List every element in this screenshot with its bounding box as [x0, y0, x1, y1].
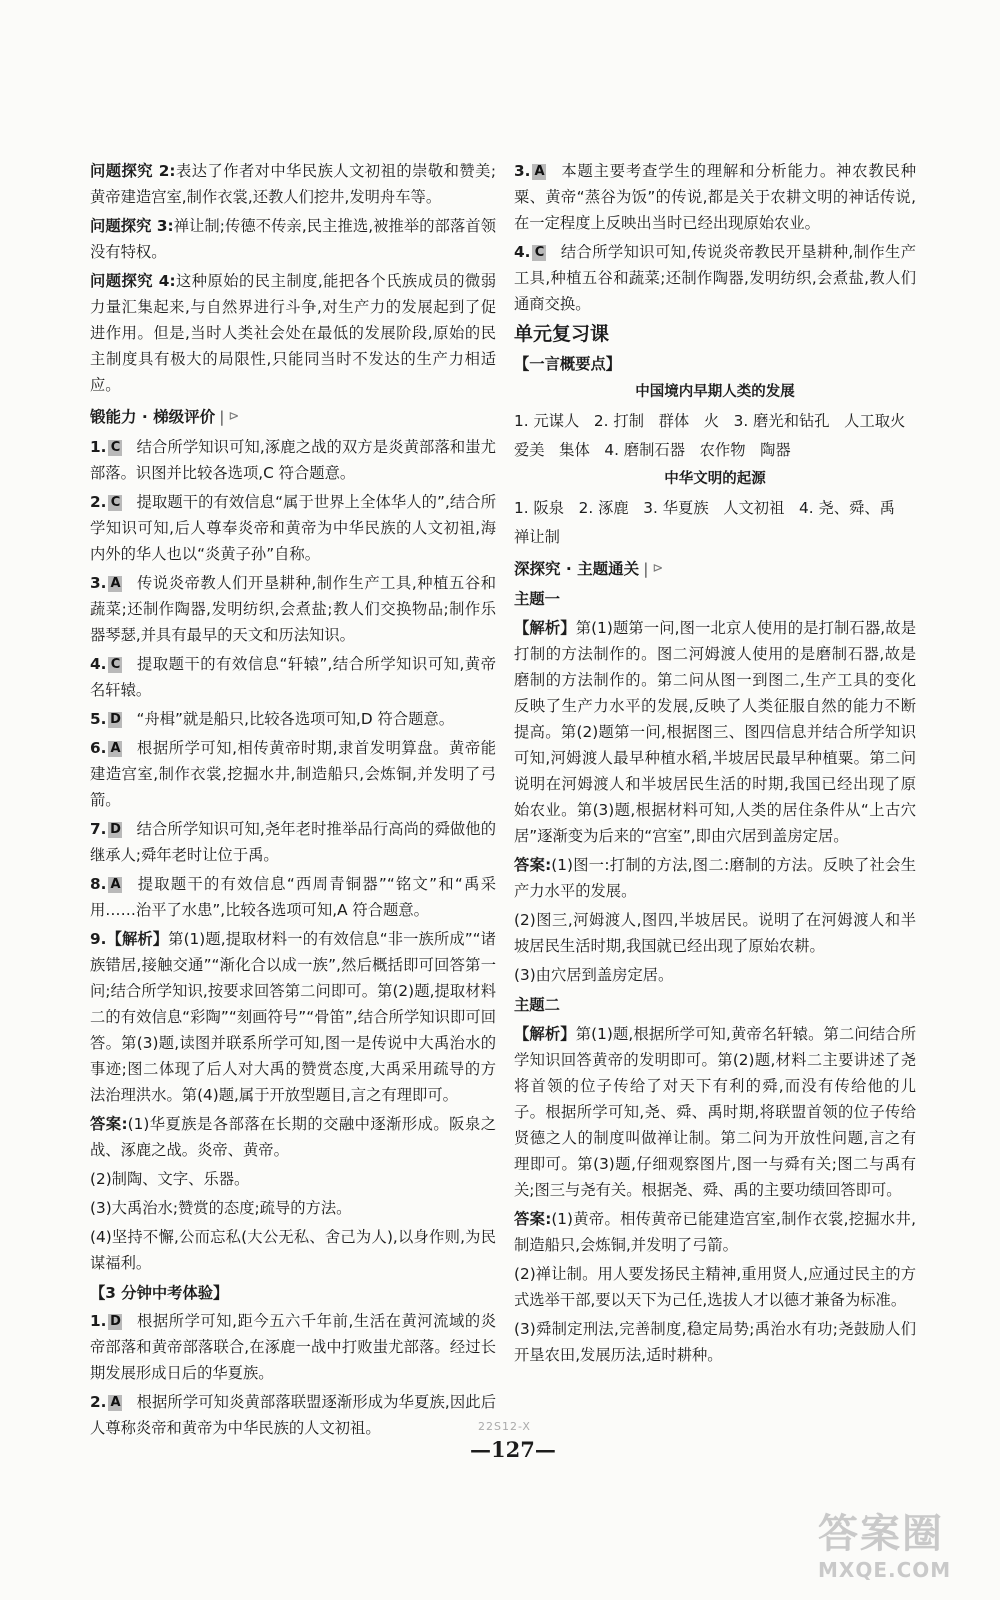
section-heading-ability: 锻能力 · 梯级评价 | ⊳	[90, 404, 496, 430]
section-heading-exam: 【3 分钟中考体验】	[90, 1284, 229, 1302]
left-column	[90, 158, 496, 1444]
divider-bar: |	[219, 408, 225, 426]
topic-2-answer: 答案:(1)黄帝。相传黄帝已能建造宫室,制作衣裳,挖掘水井,制造船只,会炼铜,并发明了弓箭。	[514, 1210, 916, 1254]
answer-badge: C	[108, 495, 122, 511]
answer-badge: D	[110, 712, 121, 727]
summary-title-1: 中国境内早期人类的发展	[635, 384, 795, 400]
page-code: 22S12-X	[478, 1420, 531, 1433]
summary-heading: 【一言概要点】	[514, 355, 622, 373]
summary-line: 禅让制	[514, 528, 560, 546]
question-item-5: 5. D “舟楫”就是船只,比较各选项可知,D 符合题意。	[90, 710, 455, 728]
watermark-url: MXQE.COM	[818, 1558, 952, 1582]
answer-block: 答案:(1)华夏族是各部落在长期的交融中逐渐形成。阪泉之战、涿鹿之战。炎帝、黄帝。	[90, 1115, 496, 1159]
answer-line: (3)由穴居到盖房定居。	[514, 966, 674, 984]
inquiry-2: 问题探究 2:表达了作者对中华民族人文初祖的崇敬和赞美;黄帝建造宫室,制作衣裳,还教人们挖井,发明舟车等。	[90, 162, 496, 206]
section-heading-explore: 深探究 · 主题通关 | ⊳	[514, 556, 916, 582]
answer-badge: A	[110, 877, 121, 892]
page-number: —127—	[470, 1437, 556, 1462]
summary-title-2: 中华文明的起源	[664, 471, 766, 487]
summary-line: 1. 阪泉 2. 涿鹿 3. 华夏族 人文初祖 4. 尧、舜、禹	[514, 499, 895, 517]
topic-2-analysis: 【解析】第(1)题,根据所学可知,黄帝名轩辕。第二问结合所学知识回答黄帝的发明即可。第(2)题,材料二主要讲述了尧将首领的位子传给了对天下有利的舜,而没有传给他的儿子。根据所学可知,尧、舜、禹时期,将联盟首领的位子传给贤德之人的制度叫做禅让制。第二问为开放性问题,言之有理即可。第(3)题,仔细观察图片,图一与舜有关;图二与禹有关;图三与尧有关。根据尧、舜、禹的主要功绩回答即可。	[514, 1025, 916, 1199]
watermark-text: 答案圈	[818, 1511, 944, 1557]
answer-badge: A	[110, 576, 121, 591]
summary-line: 爱美 集体 4. 磨制石器 农作物 陶器	[514, 441, 791, 459]
answer-badge: C	[108, 657, 122, 673]
answer-badge: A	[110, 1395, 121, 1410]
arrow-icon: ⊳	[228, 409, 240, 424]
answer-line: (2)禅让制。用人要发扬民主精神,重用贤人,应通过民主的方式选举干部,要以天下为己任,选拔人才以德才兼备为标准。	[514, 1265, 916, 1309]
answer-badge: C	[532, 245, 546, 261]
answer-badge: A	[534, 164, 545, 179]
watermark-logo	[818, 1502, 988, 1597]
answer-badge: A	[110, 741, 121, 756]
question-item-8: 8. A 提取题干的有效信息“西周青铜器”“铭文”和“禹采用……治平了水患”,比较各选项可知,A 符合题意。	[90, 875, 496, 919]
inquiry-3: 问题探究 3:禅让制;传德不传亲,民主推选,被推举的部落首领没有特权。	[90, 217, 496, 261]
question-item-7: 7. D 结合所学知识可知,尧年老时推举品行高尚的舜做他的继承人;舜年老时让位于禹。	[90, 820, 496, 864]
topic-1-answer: 答案:(1)图一:打制的方法,图二:磨制的方法。反映了社会生产力水平的发展。	[514, 856, 916, 900]
exam-item-2: 2. A 根据所学可知炎黄部落联盟逐渐形成为华夏族,因此后人尊称炎帝和黄帝为中华民族的人文初祖。	[90, 1393, 496, 1437]
answer-badge: D	[110, 1314, 121, 1329]
answer-line: (2)图三,河姆渡人,图四,半坡居民。说明了在河姆渡人和半坡居民生活时期,我国就已经出现了原始农耕。	[514, 911, 916, 955]
exam-item-3: 3. A 本题主要考查学生的理解和分析能力。神农教民种粟、黄帝“蒸谷为饭”的传说,都是关于农耕文明的神话传说,在一定程度上反映出当时已经出现原始农业。	[514, 162, 916, 232]
topic-1-analysis: 【解析】第(1)题第一问,图一北京人使用的是打制石器,故是打制的方法制作的。图二河姆渡人使用的是磨制石器,故是磨制的方法制作的。第二问从图一到图二,生产工具的变化反映了生产力水平的发展,反映了人类征服自然的能力不断提高。第(2)题第一问,根据图三、图四信息并结合所学知识可知,河姆渡人最早种植水稻,半坡居民最早种植粟。第二问说明在河姆渡人和半坡居民生活的时期,我国已经出现了原始农业。第(3)题,根据材料可知,人类的居住条件从“上古穴居”逐渐变为后来的“宫室”,即由穴居到盖房定居。	[514, 619, 916, 845]
inquiry-4: 问题探究 4:这种原始的民主制度,能把各个氏族成员的微弱力量汇集起来,与自然界进行斗争,对生产力的发展起到了促进作用。但是,当时人类社会处在最低的发展阶段,原始的民主制度具有极大的局限性,只能同当时不发达的生产力相适应。	[90, 272, 496, 394]
unit-title: 单元复习课	[514, 323, 610, 345]
answer-line: (3)大禹治水;赞赏的态度;疏导的方法。	[90, 1199, 352, 1217]
topic-1-title: 主题一	[514, 590, 560, 608]
topic-2-title: 主题二	[514, 996, 560, 1014]
question-item-9: 9.【解析】第(1)题,提取材料一的有效信息“非一族所成”“诸族错居,接触交通”“渐化合以成一族”,然后概括即可回答第一问;结合所学知识,按要求回答第二问即可。第(2)题,提取材料二的有效信息“彩陶”“刻画符号”“骨笛”,结合所学知识即可回答。第(3)题,读图并联系所学可知,图一是传说中大禹治水的事迹;图二体现了后人对大禹的赞赏态度,大禹采用疏导的方法治理洪水。第(4)题,属于开放型题目,言之有理即可。	[90, 930, 496, 1104]
right-column	[514, 158, 916, 1371]
question-item-2: 2. C 提取题干的有效信息“属于世界上全体华人的”,结合所学知识可知,后人尊奉炎帝和黄帝为中华民族的人文初祖,海内外的华人也以“炎黄子孙”自称。	[90, 493, 496, 563]
question-item-6: 6. A 根据所学可知,相传黄帝时期,隶首发明算盘。黄帝能建造宫室,制作衣裳,挖掘水井,制造船只,会炼铜,并发明了弓箭。	[90, 739, 496, 809]
question-item-4: 4. C 提取题干的有效信息“轩辕”,结合所学知识可知,黄帝名轩辕。	[90, 655, 496, 699]
answer-line: (4)坚持不懈,公而忘私(大公无私、舍己为人),以身作则,为民谋福利。	[90, 1228, 496, 1272]
exam-item-1: 1. D 根据所学可知,距今五六千年前,生活在黄河流域的炎帝部落和黄帝部落联合,在涿鹿一战中打败蚩尤部落。经过长期发展形成日后的华夏族。	[90, 1312, 496, 1382]
answer-line: (3)舜制定刑法,完善制度,稳定局势;禹治水有功;尧鼓励人们开垦农田,发展历法,适时耕种。	[514, 1320, 916, 1364]
question-item-3: 3. A 传说炎帝教人们开垦耕种,制作生产工具,种植五谷和蔬菜;还制作陶器,发明纺织,会煮盐;教人们交换物品;制作乐器琴瑟,并具有最早的天文和历法知识。	[90, 574, 496, 644]
arrow-icon: ⊳	[652, 561, 664, 576]
question-item-1: 1. C 结合所学知识可知,涿鹿之战的双方是炎黄部落和蚩尤部落。识图并比较各选项,C 符合题意。	[90, 438, 496, 482]
divider-bar: |	[643, 560, 649, 578]
exam-item-4: 4. C 结合所学知识可知,传说炎帝教民开垦耕种,制作生产工具,种植五谷和蔬菜;还制作陶器,发明纺织,会煮盐,教人们通商交换。	[514, 243, 916, 313]
answer-badge: C	[108, 440, 122, 456]
summary-line: 1. 元谋人 2. 打制 群体 火 3. 磨光和钻孔 人工取火	[514, 412, 906, 430]
answer-badge: D	[110, 822, 121, 837]
answer-line: (2)制陶、文字、乐器。	[90, 1170, 250, 1188]
